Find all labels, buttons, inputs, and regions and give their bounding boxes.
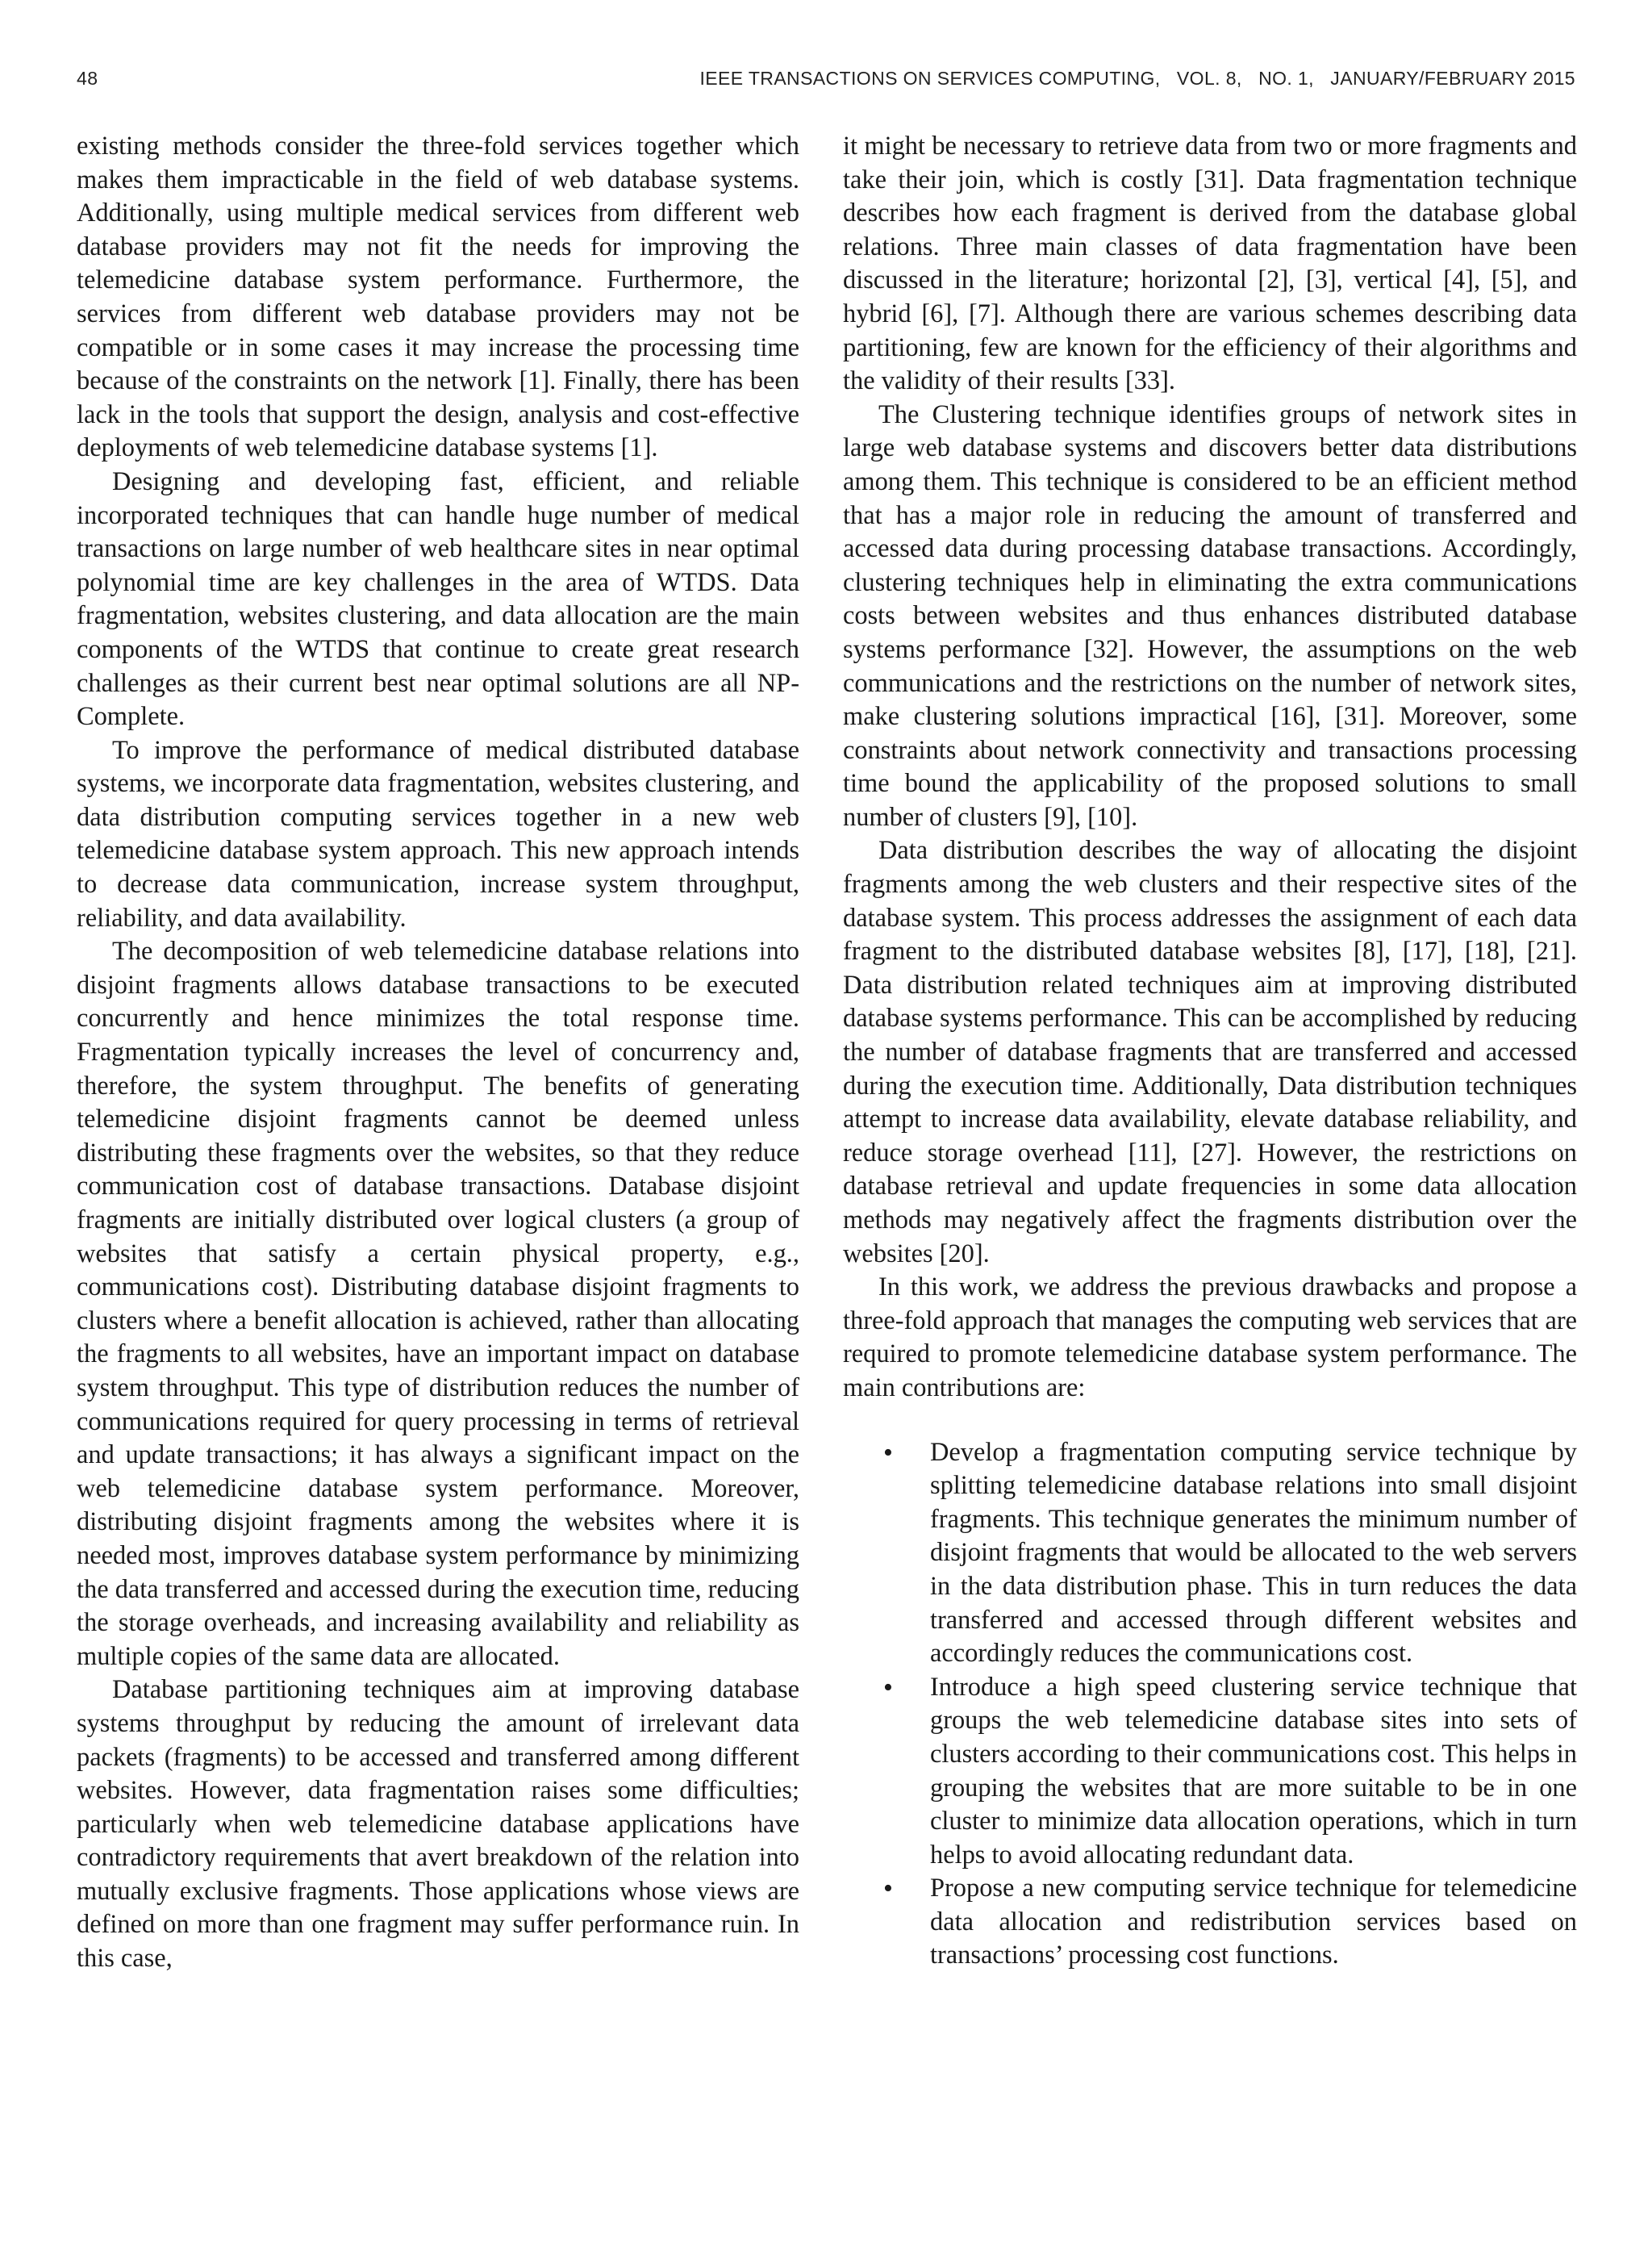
bullet-icon: • — [883, 1672, 893, 1702]
paragraph: To improve the performance of medical distributed database systems, we incorporate data fragmentation, websites clustering, and data distribution computing services together in a new web telemedicine database system approach. This new approach intends to decrease data communication, increase system throughput, reliability, and data availability. — [77, 735, 799, 933]
bullet-icon: • — [883, 1874, 893, 1904]
list-item — [843, 1872, 1577, 1973]
paragraph: In this work, we address the previous drawbacks and propose a three-fold approach that manages the computing web services that are required to promote telemedicine database system performance. The main contributions are: — [843, 1272, 1577, 1402]
paragraph: existing methods consider the three-fold services together which makes them impracticable in the field of web database systems. Additionally, using multiple medical services from different web database providers may not fit the needs for improving the telemedicine database system performance. Furthermore, the services from different web database providers may not be compatible or in some cases it may increase the processing time because of the constraints on the network [1]. Finally, there has been lack in the tools that support the design, analysis and cost-effective deployments of web telemedicine database systems [1]. — [77, 132, 799, 463]
list-item-text: Introduce a high speed clustering service technique that groups the web telemedicine database sites into sets of clusters according to their communications cost. This helps in grouping the websites that are more suitable to be in one cluster to minimize data allocation operations, which in turn helps to avoid allocating redundant data. — [930, 1672, 1577, 1870]
contributions-list — [843, 1436, 1577, 1974]
paragraph: The decomposition of web telemedicine database relations into disjoint fragments allows database transactions to be executed concurrently and hence minimizes the total response time. Fragmentation typically increases the level of concurrency and, therefore, the system throughput. The benefits of generating telemedicine disjoint fragments cannot be deemed unless distributing these fragments over the websites, so that they reduce communication cost of database transactions. Database disjoint fragments are initially distributed over logical clusters (a group of websites that satisfy a certain physical property, e.g., communications cost). Distributing database disjoint fragments to clusters where a benefit allocation is achieved, rather than allocating the fragments to all websites, have an important impact on database system throughput. This type of distribution reduces the number of communications required for query processing in terms of retrieval and update transactions; it has always a significant impact on the web telemedicine database system performance. Moreover, distributing disjoint fragments among the websites where it is needed most, improves database system performance by minimizing the data transferred and accessed during the execution time, reducing the storage overheads, and increasing availability and reliability as multiple copies of the same data are allocated. — [77, 937, 799, 1671]
paragraph: Data distribution describes the way of allocating the disjoint fragments among the web clusters and their respective sites of the database system. This process addresses the assignment of each data fragment to the distributed database websites [8], [17], [18], [21]. Data distribution related techniques aim at improving distributed database systems performance. This can be accomplished by reducing the number of database fragments that are transferred and accessed during the execution time. Additionally, Data distribution techniques attempt to increase data availability, elevate database reliability, and reduce storage overhead [11], [27]. However, the restrictions on database retrieval and update frequencies in some data allocation methods may negatively affect the fragments distribution over the websites [20]. — [843, 836, 1577, 1268]
list-item-text: Develop a fragmentation computing service technique by splitting telemedicine database relations into small disjoint fragments. This technique generates the minimum number of disjoint fragments that would be allocated to the web servers in the data distribution phase. This in turn reduces the data transferred and accessed through different websites and accordingly reduces the communications cost. — [930, 1437, 1577, 1669]
bullet-icon: • — [883, 1437, 893, 1468]
left-column — [77, 130, 799, 1976]
right-column — [843, 130, 1577, 1973]
journal-title: IEEE TRANSACTIONS ON SERVICES COMPUTING, VOL. 8, NO. 1, JANUARY/FEBRUARY 2015 — [699, 68, 1575, 89]
page-number: 48 — [77, 68, 98, 89]
paragraph: Database partitioning techniques aim at improving database systems throughput by reducing the amount of irrelevant data packets (fragments) to be accessed and transferred among different websites. However, data fragmentation raises some difficulties; particularly when web telemedicine database applications have contradictory requirements that avert breakdown of the relation into mutually exclusive fragments. Those applications whose views are defined on more than one fragment may suffer performance ruin. In this case, — [77, 1675, 799, 1974]
list-item — [843, 1436, 1577, 1671]
paragraph: it might be necessary to retrieve data from two or more fragments and take their join, which is costly [31]. Data fragmentation technique describes how each fragment is derived from the database global relations. Three main classes of data fragmentation have been discussed in the literature; horizontal [2], [3], vertical [4], [5], and hybrid [6], [7]. Although there are various schemes describing data partitioning, few are known for the efficiency of their algorithms and the validity of their results [33]. — [843, 132, 1577, 396]
list-item-text: Propose a new computing service technique for telemedicine data allocation and redistribution services based on transactions’ processing cost functions. — [930, 1874, 1577, 1970]
list-item — [843, 1671, 1577, 1873]
running-header — [77, 68, 1575, 100]
paragraph: Designing and developing fast, efficient, and reliable incorporated techniques that can handle huge number of medical transactions on large number of web healthcare sites in near optimal polynomial time are key challenges in the area of WTDS. Data fragmentation, websites clustering, and data allocation are the main components of the WTDS that continue to create great research challenges as their current best near optimal solutions are all NP-Complete. — [77, 466, 799, 732]
paragraph: The Clustering technique identifies groups of network sites in large web database systems and discovers better data distributions among them. This technique is considered to be an efficient method that has a major role in reducing the amount of transferred and accessed data during processing database transactions. Accordingly, clustering techniques help in eliminating the extra communications costs between websites and thus enhances distributed database systems performance [32]. However, the assumptions on the web communications and the restrictions on the number of network sites, make clustering solutions impractical [16], [31]. Moreover, some constraints about network connectivity and transactions processing time bound the applicability of the proposed solutions to small number of clusters [9], [10]. — [843, 399, 1577, 832]
